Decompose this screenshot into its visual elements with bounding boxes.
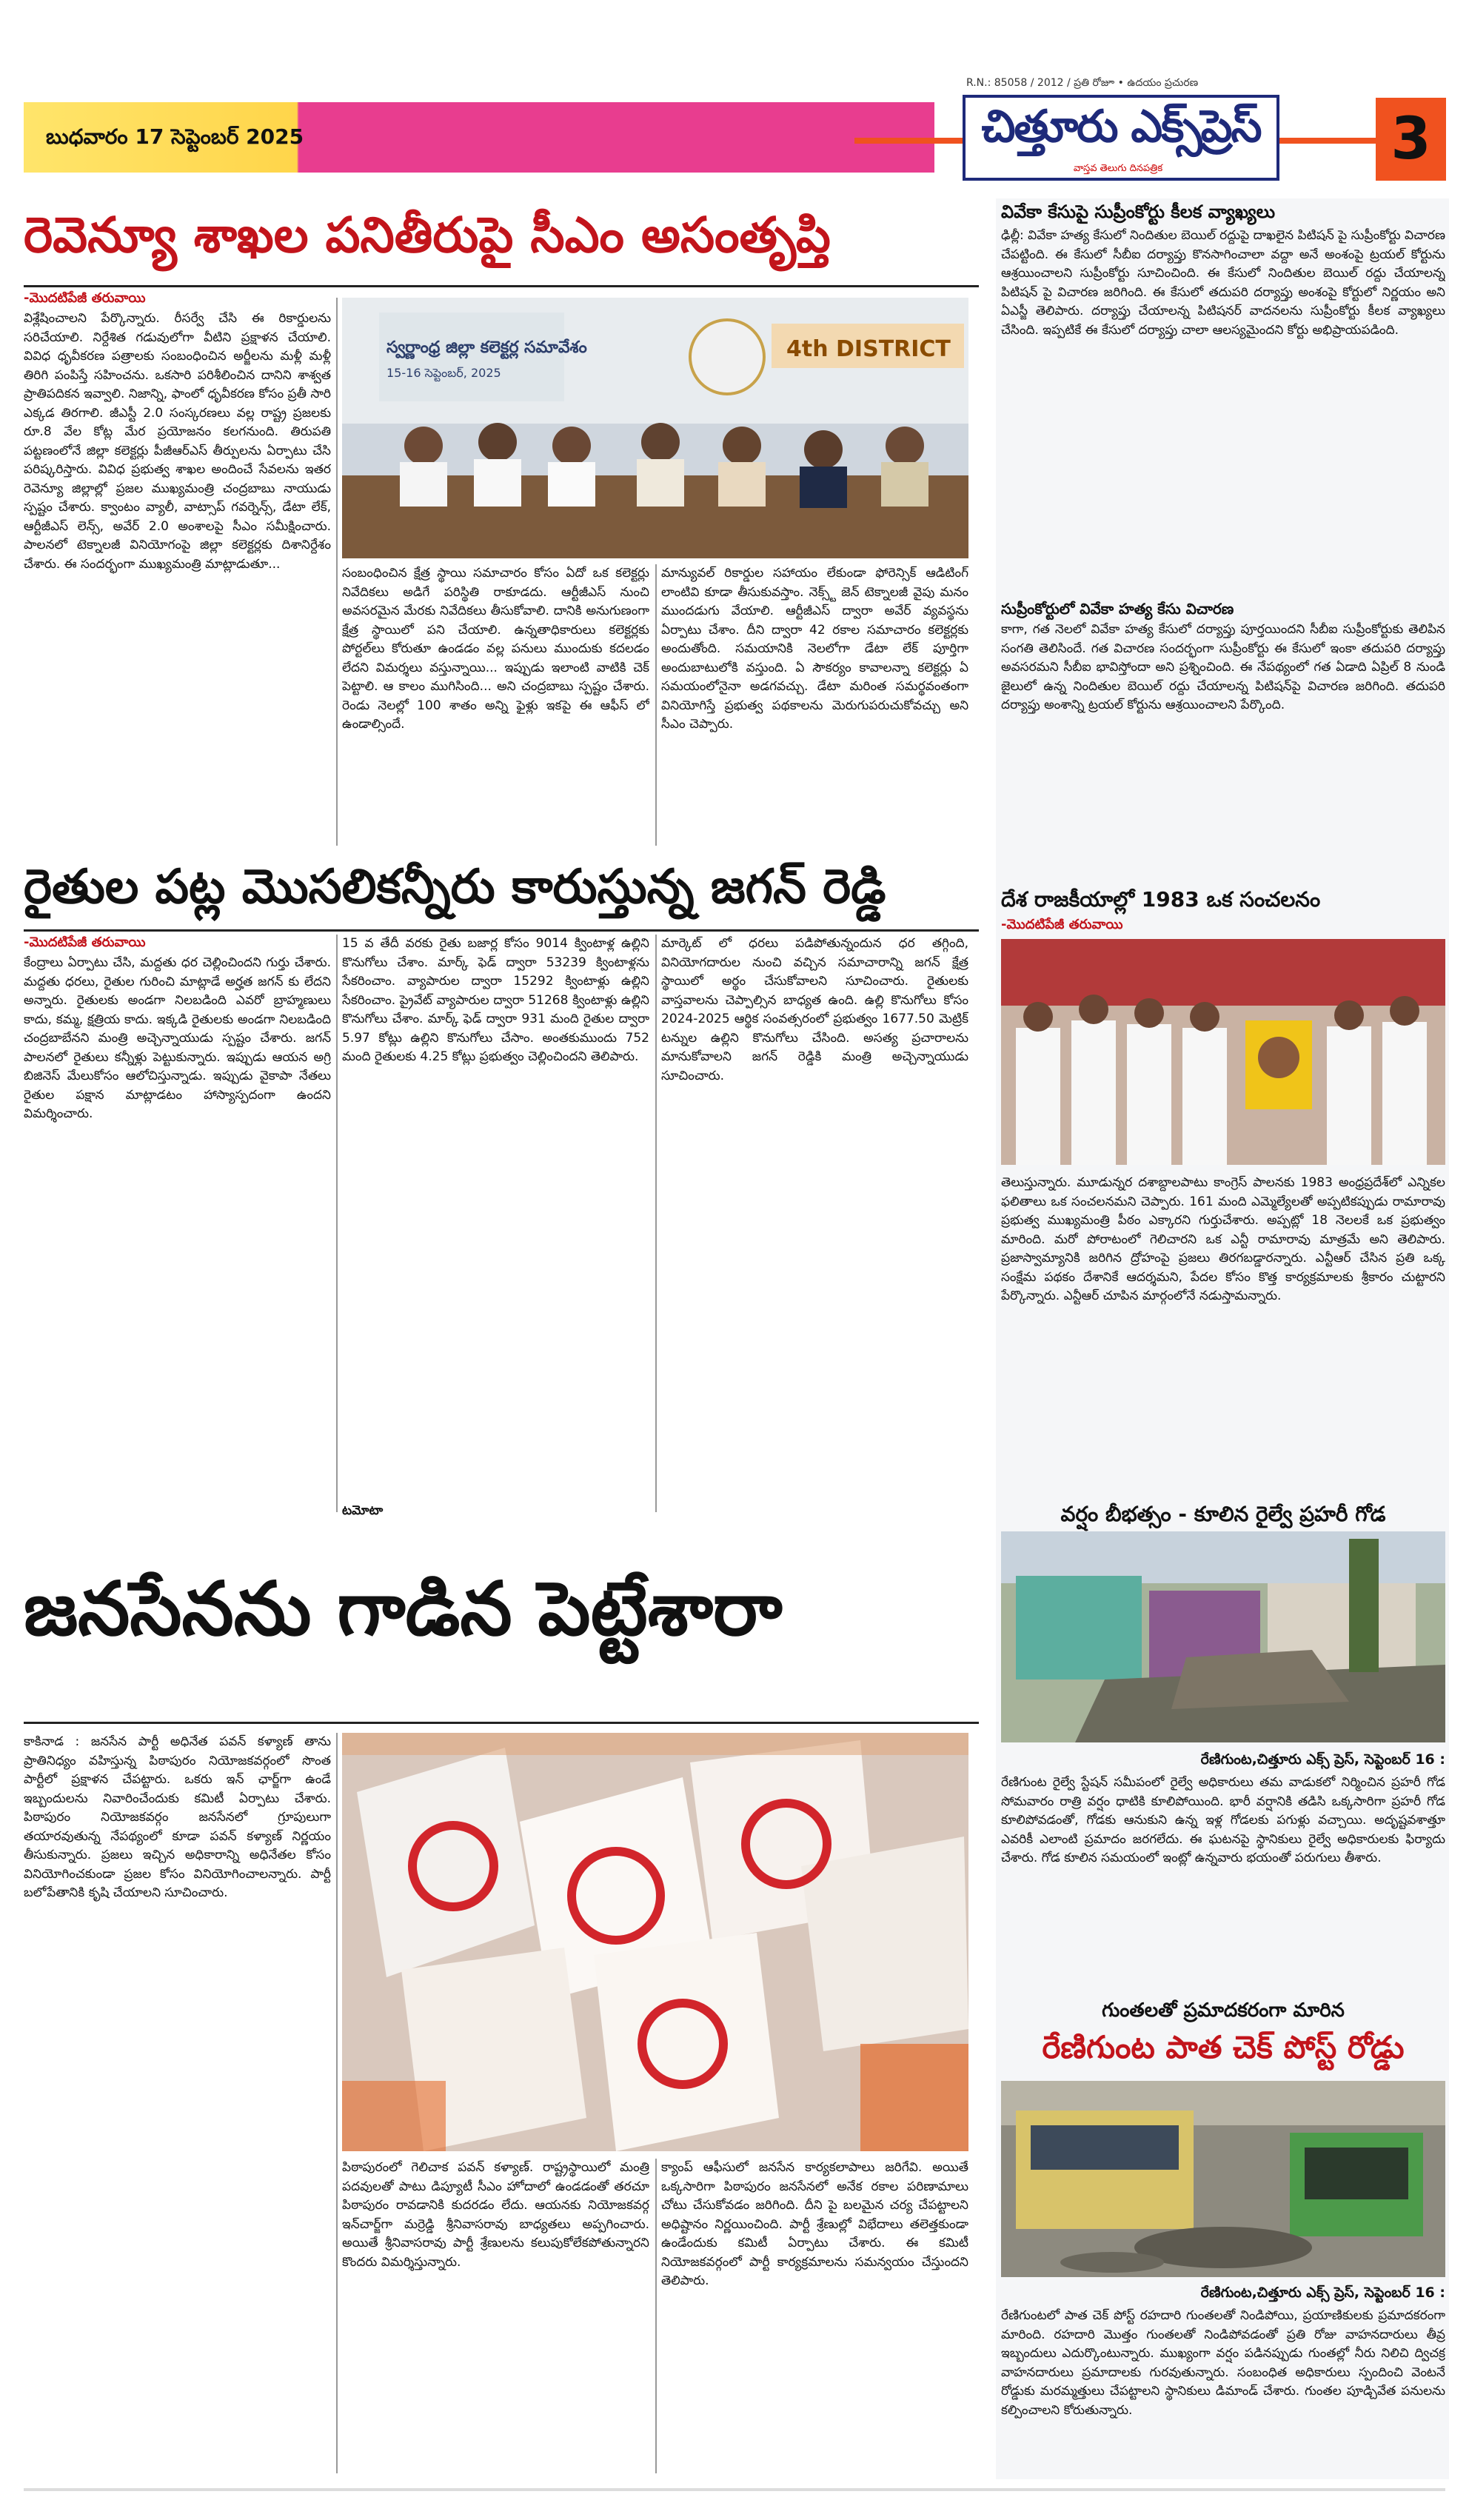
story1-column-1: విశ్లేషించాలని పేర్కొన్నారు. రీసర్వే చేసి ఈ రికార్డులను సరిచేయాలి. నిర్దేశిత గడువులోగా వీటిని ప్రక్షాళన చేయాలి. వివిధ ధృవీకరణ పత్రాలకు సంబంధించిన అర్జీలను మళ్లీ మళ్లీ తిరిగి పంపిస్తే సహించను. ఒకసారి పరిశీలించిన దానిని శాశ్వత ప్రాతిపదికన ఇవ్వాలి. నిజాన్ని, ఫాంలో ధృవీకరణ కోసం ప్రతీ సారి ఎక్కడ తిరగాలి. జీఎస్టీ 2.0 సంస్కరణలు వల్ల రాష్ట్ర ప్రజలకు రూ.8 వేల కోట్ల మేర ప్రయోజనం కలగనుంది. తిరుపతి పట్టణంలోనే జిల్లా కలెక్టర్లు పీజీఆర్ఎస్ తీర్పులను ఏర్పాటు చేసి పరిష్కరిస్తారు. వివిధ ప్రభుత్వ శాఖల అందించే సేవలను ఇతర రెవెన్యూ జిల్లాల్లో ప్రజల ముఖ్యమంత్రి చంద్రబాబు నాయుడు స్పష్టం చేశారు. క్వాంటం వ్యాలీ, వాట్సాప్ గవర్నెన్స్, డేటా లేక్, ఆర్టీజీఎస్ లెన్స్, అవేర్ 2.0 అంశాలపై సీఎం సమీక్షించారు. పాలనలో టెక్నాలజీ వినియోగంపై జిల్లా కలెక్టర్లకు దిశానిర్దేశం చేశారు. ఈ సందర్భంగా ముఖ్యమంత్రి మాట్లాడుతూ... [24, 311, 331, 572]
issue-date: బుధవారం 17 సెప్టెంబర్ 2025 [46, 124, 304, 149]
story-b-photo [1001, 939, 1445, 1165]
story2-byline: -మొదటిపేజీ తరువాయి [24, 935, 146, 950]
story-c-photo [1001, 1531, 1445, 1742]
collapsed-wall-photo [1001, 1531, 1445, 1742]
masthead-title: చిత్తూరు ఎక్స్‌ప్రెస్ [981, 101, 1261, 153]
story-c-caption: రేణిగుంట,చిత్తూరు ఎక్స్ ప్రెస్, సెప్టెంబర్ 16 : [1200, 1751, 1445, 1768]
story1-column-2: సంబంధించిన క్షేత్ర స్థాయి సమాచారం కోసం ఏదో ఒక కలెక్టర్లు నివేదికలు అడిగే పరిస్థితి రాకూడదు. ఆర్టీజీఎస్ నుంచి అవసరమైన మేరకు నివేదికలు తీసుకోవాలి. దానికి అనుగుణంగా క్షేత్ర స్థాయిలో పని చేయాలి. ఉన్నతాధికారులు కలెక్టర్లకు పోర్టల్‌లు కోరుతూ ఉండడం వల్ల పనులు ముందుకు కదలడం లేదని విమర్శలు వస్తున్నాయి... ఇప్పుడు ఇలాంటి వాటికి చెక్ పెట్టాలి. ఆ కాలం ముగిసింది... అని చంద్రబాబు స్పష్టం చేశారు. రెండు నెలల్లో 100 శాతం అన్ని ఫైళ్లు ఇకపై ఈ ఆఫీస్ లో ఉండాల్సిందే. [342, 566, 649, 732]
story1-rule [24, 285, 979, 287]
date-bar [24, 102, 934, 173]
story-a-sub-body: కాగా, గత నెలలో వివేకా హత్య కేసులో దర్యాప్తు పూర్తయిందని సీబీఐ సుప్రీంకోర్టుకు తెలిపిన సంగతి తెలిసిందే. గత విచారణ సందర్భంగా సుప్రీంకోర్టు ఈ కేసులో ఇంకా తదుపరి దర్యాప్తు అవసరమని సీబీఐ భావిస్తోందా అని ప్రశ్నించింది. ఈ నేపథ్యంలో గత ఏడాది ఏప్రిల్ 8 నుండి జైలులో ఉన్న నిందితుల బెయిల్ రద్దు చేయాలన్న పిటిషన్‌పై విచారణ జరిగింది. తదుపరి దర్యాప్తు అంశాన్ని ట్రయల్ కోర్టును ఆశ్రయించాలని పేర్కొంది. [1001, 622, 1445, 712]
story-c-body: రేణిగుంట రైల్వే స్టేషన్ సమీపంలో రైల్వే అధికారులు తమ వాడుకలో నిర్మించిన ప్రహరీ గోడ సోమవారం రాత్రి వర్షం ధాటికి కూలిపోయింది. భారీ వర్షానికి తడిసి ఒక్కసారిగా ప్రహరీ గోడ కూలిపోవడంతో, గోడకు ఆనుకుని ఉన్న ఇళ్ల గోడలకు పగుళ్లు వచ్చాయి. అదృష్టవశాత్తూ ఎవరికీ ఎలాంటి ప్రమాదం జరగలేదు. ఈ ఘటనపై స్థానికులు రైల్వే అధికారులకు ఫిర్యాదు చేశారు. గోడ కూలిన సమయంలో ఇంట్లో ఉన్నవారు భయంతో పరుగులు తీశారు. [1001, 1775, 1445, 1865]
story2-rule [24, 929, 979, 932]
story-d-kicker: గుంతలతో ప్రమాదకరంగా మారిన [1102, 1999, 1345, 2022]
footer-rule [24, 2488, 1445, 2491]
column-divider [655, 564, 657, 846]
story2-column-2: 15 వ తేదీ వరకు రైతు బజార్ల కోసం 9014 క్వింటాళ్ల ఉల్లిని కొనుగోలు చేశాం. మార్క్ ఫెడ్ ద్వారా 53239 క్వింటాళ్లను సేకరించాం. వ్యాపారుల ద్వారా 15292 క్వింటాళ్లు ఉల్లిని సేకరించాం. ప్రైవేట్ వ్యాపారుల ద్వారా 51268 క్వింటాళ్లు ఉల్లిని కొనుగోలు చేశాం. మార్క్ ఫెడ్ ద్వారా 931 మంది రైతుల ద్వారా 5.97 కోట్లు ఉల్లిని కొనుగోలు చేసాం. అంతకుముందు 752 మంది రైతులకు 4.25 కోట్లు ప్రభుత్వం చెల్లించిందని తెలిపారు. [342, 936, 649, 1064]
story-b-byline: -మొదటిపేజీ తరువాయి [1001, 917, 1123, 932]
story3-column-1: కాకినాడ : జనసేన పార్టీ అధినేత పవన్ కళ్యాణ్ తాను ప్రాతినిధ్యం వహిస్తున్న పిఠాపురం నియోజకవర్గంలో సొంత పార్టీలో ప్రక్షాళన చేపట్టారు. ఒకరు ఇన్ ఛార్జ్‌గా ఉండే ఇబ్బందులను నివారించేందుకు కమిటీ ఏర్పాటు చేశారు. పిఠాపురం నియోజకవర్గం జనసేనలో గ్రూపులుగా తయారవుతున్న నేపథ్యంలో కూడా పవన్ కళ్యాణ్ నిర్ణయం తీసుకున్నారు. ప్రజలు ఇచ్చిన అధికారాన్ని అధినేతల కోసం వినియోగించకుండా ప్రజల కోసం వినియోగించాలన్నారు. పార్టీ బలోపేతానికి కృషి చేయాలని సూచించారు. [24, 1734, 331, 1900]
potholed-road-photo [1001, 2081, 1445, 2277]
story3-column-3: క్యాంప్ ఆఫీసులో జనసేన కార్యకలాపాలు జరిగేవి. అయితే ఒక్కసారిగా పిఠాపురం జనసేనలో అనేక రకాల పరిణామాలు చోటు చేసుకోవడం జరిగింది. దీని పై బలమైన చర్య చేపట్టాలని అధిష్టానం నిర్ణయించింది. పార్టీ శ్రేణుల్లో విభేదాలు తలెత్తకుండా ఉండేందుకు కమిటీ ఏర్పాటు చేశారు. ఈ కమిటీ నియోజకవర్గంలో పార్టీ కార్యక్రమాలను సమన్వయం చేస్తుందని తెలిపారు. [661, 2160, 968, 2288]
story2-signoff: టమోటా [342, 1503, 384, 1518]
story2-headline: రైతుల పట్ల మొసలికన్నీరు కారుస్తున్న జగన్ రెడ్డి [24, 860, 886, 915]
story2-column-3: మార్కెట్ లో ధరలు పడిపోతున్నందున ధర తగ్గింది, వినియోగదారుల నుంచి వచ్చిన సమాచారాన్ని జగన్ క్షేత్ర స్థాయిలో అర్థం చేసుకోవాలని సూచించారు. రైతులకు వాస్తవాలను చెప్పాల్సిన బాధ్యత ఉంది. ఉల్లి కొనుగోలు కోసం 2024-2025 ఆర్థిక సంవత్సరంలో ప్రభుత్వం 1677.50 మెట్రిక్ టన్నుల ఉల్లిని కొనుగోలు చేసింది. అసత్య ప్రచారాలను మానుకోవాలని జగన్ రెడ్డికి మంత్రి అచ్చెన్నాయుడు సూచించారు. [661, 936, 968, 1083]
leaders-tribute-photo [1001, 939, 1445, 1165]
masthead-tagline: వాస్తవ తెలుగు దినపత్రిక [1073, 163, 1163, 174]
masthead-registration: R.N.: 85058 / 2012 / ప్రతి రోజూ • ఉదయం ప్రచురణ [966, 77, 1199, 89]
story1-byline: -మొదటిపేజీ తరువాయి [24, 290, 146, 306]
column-divider [655, 935, 657, 1512]
photo-banner-text: స్వర్ణాంధ్ర జిల్లా కలెక్టర్ల సమావేశం [387, 338, 587, 357]
story-a-subheadline: సుప్రీంకోర్టులో వివేకా హత్య కేసు విచారణ [1001, 600, 1234, 618]
column-divider [336, 298, 338, 846]
column-divider [336, 935, 338, 1512]
story3-photo [342, 1733, 968, 2151]
story3-column-2: పిఠాపురంలో గెలిచాక పవన్ కళ్యాణ్. రాష్ట్రస్థాయిలో మంత్రి పదవులతో పాటు డిప్యూటీ సీఎం హోదాలో ఉండడంతో తరచూ పిఠాపురం రావడానికి కుదరడం లేదు. ఆయనకు నియోజకవర్గ ఇన్‌చార్జ్‌గా మర్రెడ్డి శ్రీనివాసరావు బాధ్యతలు అప్పగించారు. అయితే శ్రీనివాసరావు పార్టీ శ్రేణులను కలుపుకోలేకపోతున్నారని కొందరు విమర్శిస్తున్నారు. [342, 2160, 649, 2270]
page-number: 3 [1376, 98, 1446, 181]
story-d-photo [1001, 2081, 1445, 2277]
story3-rule [24, 1722, 979, 1724]
story3-headline: జనసేనను గాడిన పెట్టేశారా [24, 1565, 783, 1652]
story-d-headline: రేణిగుంట పాత చెక్ పోస్ట్ రోడ్డు [1042, 2029, 1405, 2065]
story-a-body: ఢిల్లీ: వివేకా హత్య కేసులో నిందితుల బెయిల్ రద్దుపై దాఖలైన పిటిషన్ పై సుప్రీంకోర్టు విచారణ చేపట్టింది. ఈ కేసులో సీబీఐ దర్యాప్తు కొనసాగించాలా వద్దా అనే అంశంపై ట్రయల్ కోర్టును ఆశ్రయించాలని సుప్రీంకోర్టు సూచించింది. ఈ కేసులో నిందితుల బెయిల్ రద్దు చేయాలన్న పిటిషన్ పై విచారణ జరిగింది. ఈ కేసులో తదుపరి దర్యాప్తు అంశంపై కోర్టులో నిర్ణయం అని ఏఎస్జీ తెలిపారు. దర్యాప్తు చేయాలన్న పిటిషనర్ వాదనలను సుప్రీంకోర్టు కీలక వ్యాఖ్యలు చేసింది. ఇప్పటికే ఈ కేసులో దర్యాప్తు చాలా ఆలస్యమైందని కోర్టు అభిప్రాయపడింది. [1001, 228, 1445, 338]
story1-column-3: మాన్యువల్ రికార్డుల సహాయం లేకుండా ఫోరెన్సిక్ ఆడిటింగ్ లాంటివి కూడా తీసుకువస్తాం. నెక్స్ట్ జెన్ టెక్నాలజీ వైపు మనం ముందడుగు వేయాలి. ఆర్టీజీఎస్ ద్వారా అవేర్ వ్యవస్థను ఏర్పాటు చేశాం. దీని ద్వారా 42 రకాల సమాచారం కలెక్టర్లకు అందుతోంది. సమయానికి నెలలోగా డేటా లేక్ పూర్తిగా అందుబాటులోకి వస్తుంది. ఏ సౌకర్యం కావాలన్నా కలెక్టర్లు ఏ సమయంలోనైనా అడగవచ్చు. డేటా మరింత సమర్థవంతంగా వినియోగిస్తే ప్రభుత్వ పథకాలను మెరుగుపరుచుకోవచ్చు అని సీఎం చెప్పారు. [661, 566, 968, 732]
story-b-headline: దేశ రాజకీయాల్లో 1983 ఒక సంచలనం [1001, 887, 1321, 912]
story-d-body: రేణిగుంటలో పాత చెక్ పోస్ట్ రహదారి గుంతలతో నిండిపోయి, ప్రయాణికులకు ప్రమాదకరంగా మారింది. రహదారి మొత్తం గుంతలతో నిండిపోవడంతో ప్రతి రోజు వాహనదారులు తీవ్ర ఇబ్బందులు ఎదుర్కొంటున్నారు. ముఖ్యంగా వర్షం పడినప్పుడు గుంతల్లో నీరు నిలిచి ద్విచక్ర వాహనదారులు ప్రమాదాలకు గురవుతున్నారు. సంబంధిత అధికారులు స్పందించి వెంటనే రోడ్డుకు మరమ్మత్తులు చేపట్టాలని స్థానికులు డిమాండ్ చేశారు. గుంతల పూడ్చివేత పనులను కల్పించాలని కోరుతున్నారు. [1001, 2308, 1445, 2418]
header-rule-left [854, 138, 966, 144]
story1-headline: రెవెన్యూ శాఖల పనితీరుపై సీఎం అసంతృప్తి [24, 207, 831, 264]
masthead-logo [963, 95, 1279, 181]
story-c-headline: వర్షం బీభత్సం - కూలిన రైల్వే ప్రహరీ గోడ [1060, 1502, 1386, 1526]
photo-banner-tag: 4th DISTRICT [786, 336, 951, 362]
column-divider [655, 2159, 657, 2473]
header-rule-right [1279, 138, 1376, 144]
story-d-caption: రేణిగుంట,చిత్తూరు ఎక్స్ ప్రెస్, సెప్టెంబర్ 16 : [1200, 2285, 1445, 2301]
story-a-headline: వివేకా కేసుపై సుప్రీంకోర్టు కీలక వ్యాఖ్యలు [1001, 201, 1275, 222]
story-b-body: తెలుస్తున్నారు. మూడున్నర దశాబ్దాలపాటు కాంగ్రెస్ పాలనకు 1983 అంధ్రప్రదేశ్‌లో ఎన్నికల ఫలితాలు ఒక సంచలనమని చెప్పారు. 161 మంది ఎమ్మెల్యేలతో అప్పటికప్పుడు రామారావు ప్రభుత్వ ముఖ్యమంత్రి పీఠం ఎక్కారని గుర్తుచేశారు. అప్పట్లో 18 నెలలకే ఒక ప్రభుత్వం మారింది. మరో పోరాటంలో గెలిచారని ఒక ఎన్టీ రామారావు మాత్రమే అని తెలిపారు. ప్రజాస్వామ్యానికి జరిగిన ద్రోహంపై ప్రజలు తిరగబడ్డారన్నారు. ఎన్టీఆర్ చేసిన ప్రతి ఒక్క సంక్షేమ పథకం దేశానికే ఆదర్శమని, పేదల కోసం కొత్త కార్యక్రమాలకు శ్రీకారం చుట్టారని పేర్కొన్నారు. ఎన్టీఆర్ చూపిన మార్గంలోనే నడుస్తామన్నారు. [1001, 1175, 1445, 1303]
story1-photo [342, 298, 968, 558]
janasena-flags-photo [342, 1733, 968, 2151]
photo-banner-dates: 15-16 సెప్టెంబర్, 2025 [387, 366, 501, 380]
story2-column-1: కేంద్రాలు ఏర్పాటు చేసి, మద్దతు ధర చెల్లించిందని గుర్తు చేశారు. మద్దతు ధరలు, రైతుల గురించి మాట్లాడే అర్హత జగన్ కు లేదని అన్నారు. రైతులకు అండగా నిలబడింది ఎవరో బ్రాహ్మణులు కాదు, కమ్మ, క్షత్రియ కాదు. ఇక్కడి రైతులకు అండగా నిలబడింది చంద్రబాబేనని మంత్రి అచ్చెన్నాయుడు స్పష్టం చేశారు. జగన్ పాలనలో రైతులు కన్నీళ్లు పెట్టుకున్నారు. ఇప్పుడు ఆయన అగ్రి బిజినెస్ మేలుకోసం ఆలోచిస్తున్నాడు. ఇప్పుడు వైకాపా నేతలు రైతుల పక్షాన మాట్లాడటం హాస్యాస్పదంగా ఉందని విమర్శించారు. [24, 955, 331, 1121]
column-divider [336, 1733, 338, 2473]
